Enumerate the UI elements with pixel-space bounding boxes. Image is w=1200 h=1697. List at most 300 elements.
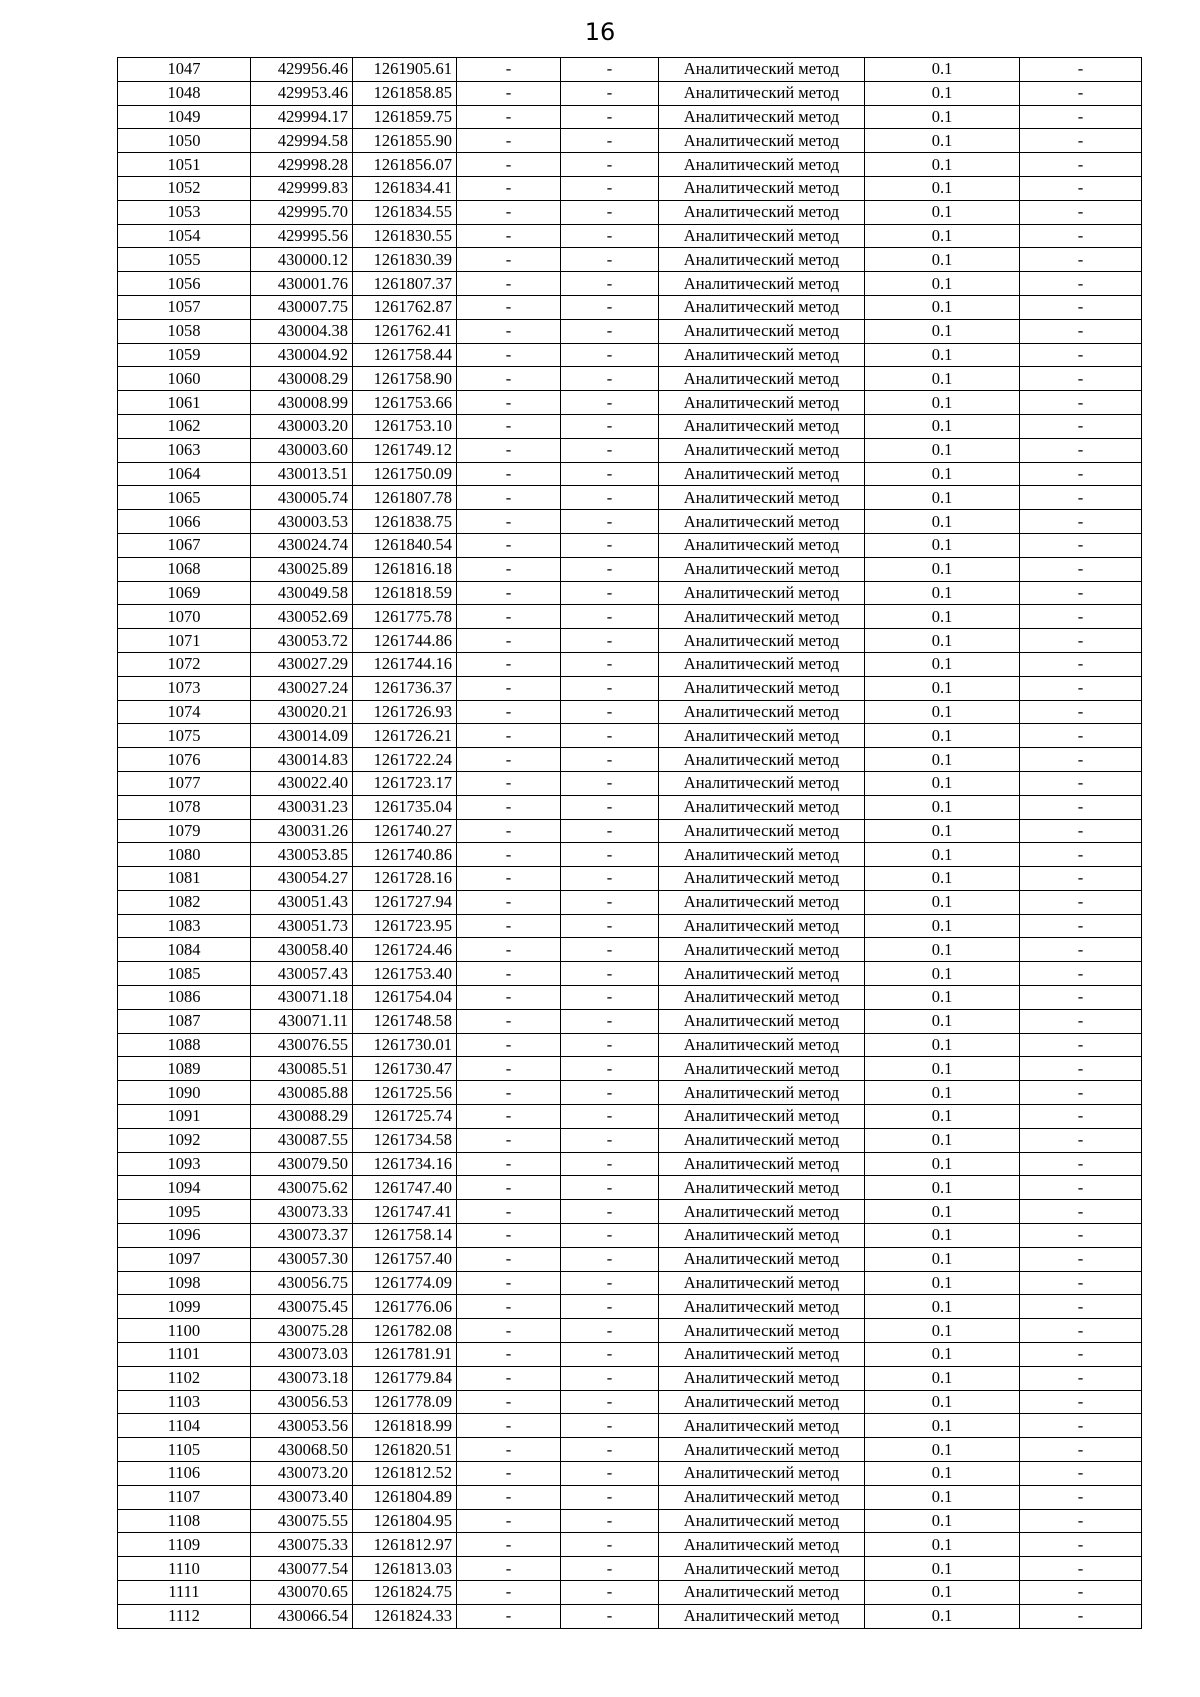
- dash-cell: -: [1020, 1319, 1142, 1343]
- y-coordinate-cell: 1261753.66: [353, 391, 457, 415]
- method-cell: Аналитический метод: [659, 1128, 865, 1152]
- dash-cell: -: [457, 1128, 561, 1152]
- dash-cell: -: [1020, 248, 1142, 272]
- dash-cell: -: [561, 319, 659, 343]
- x-coordinate-cell: 429998.28: [251, 153, 353, 177]
- y-coordinate-cell: 1261723.17: [353, 771, 457, 795]
- precision-cell: 0.1: [865, 1295, 1020, 1319]
- dash-cell: -: [457, 1509, 561, 1533]
- precision-cell: 0.1: [865, 414, 1020, 438]
- dash-cell: -: [561, 129, 659, 153]
- precision-cell: 0.1: [865, 200, 1020, 224]
- method-cell: Аналитический метод: [659, 1295, 865, 1319]
- table-row: [118, 605, 1142, 629]
- dash-cell: -: [561, 748, 659, 772]
- method-cell: Аналитический метод: [659, 462, 865, 486]
- point-number-cell: 1048: [118, 81, 251, 105]
- method-cell: Аналитический метод: [659, 1509, 865, 1533]
- dash-cell: -: [561, 1033, 659, 1057]
- x-coordinate-cell: 430000.12: [251, 248, 353, 272]
- method-cell: Аналитический метод: [659, 1414, 865, 1438]
- precision-cell: 0.1: [865, 510, 1020, 534]
- point-number-cell: 1060: [118, 367, 251, 391]
- y-coordinate-cell: 1261779.84: [353, 1366, 457, 1390]
- y-coordinate-cell: 1261747.41: [353, 1200, 457, 1224]
- y-coordinate-cell: 1261816.18: [353, 557, 457, 581]
- y-coordinate-cell: 1261834.55: [353, 200, 457, 224]
- dash-cell: -: [457, 771, 561, 795]
- x-coordinate-cell: 430075.33: [251, 1533, 353, 1557]
- dash-cell: -: [561, 272, 659, 296]
- method-cell: Аналитический метод: [659, 1081, 865, 1105]
- precision-cell: 0.1: [865, 1152, 1020, 1176]
- x-coordinate-cell: 430007.75: [251, 295, 353, 319]
- table-row: [118, 153, 1142, 177]
- table-row: [118, 176, 1142, 200]
- dash-cell: -: [457, 248, 561, 272]
- method-cell: Аналитический метод: [659, 414, 865, 438]
- dash-cell: -: [561, 1200, 659, 1224]
- method-cell: Аналитический метод: [659, 438, 865, 462]
- dash-cell: -: [457, 391, 561, 415]
- dash-cell: -: [561, 1509, 659, 1533]
- y-coordinate-cell: 1261824.75: [353, 1581, 457, 1605]
- table-row: [118, 1462, 1142, 1486]
- precision-cell: 0.1: [865, 1081, 1020, 1105]
- x-coordinate-cell: 430051.73: [251, 914, 353, 938]
- x-coordinate-cell: 430020.21: [251, 700, 353, 724]
- method-cell: Аналитический метод: [659, 1462, 865, 1486]
- precision-cell: 0.1: [865, 1485, 1020, 1509]
- table-row: [118, 1152, 1142, 1176]
- x-coordinate-cell: 430073.03: [251, 1343, 353, 1367]
- dash-cell: -: [561, 462, 659, 486]
- precision-cell: 0.1: [865, 1033, 1020, 1057]
- dash-cell: -: [457, 295, 561, 319]
- dash-cell: -: [1020, 295, 1142, 319]
- precision-cell: 0.1: [865, 1581, 1020, 1605]
- table-row: [118, 200, 1142, 224]
- x-coordinate-cell: 430027.24: [251, 676, 353, 700]
- dash-cell: -: [561, 200, 659, 224]
- y-coordinate-cell: 1261758.90: [353, 367, 457, 391]
- x-coordinate-cell: 430052.69: [251, 605, 353, 629]
- table-row: [118, 248, 1142, 272]
- y-coordinate-cell: 1261818.99: [353, 1414, 457, 1438]
- y-coordinate-cell: 1261748.58: [353, 1009, 457, 1033]
- point-number-cell: 1058: [118, 319, 251, 343]
- point-number-cell: 1091: [118, 1105, 251, 1129]
- dash-cell: -: [1020, 1224, 1142, 1248]
- method-cell: Аналитический метод: [659, 200, 865, 224]
- method-cell: Аналитический метод: [659, 986, 865, 1010]
- method-cell: Аналитический метод: [659, 843, 865, 867]
- dash-cell: -: [561, 343, 659, 367]
- x-coordinate-cell: 430073.18: [251, 1366, 353, 1390]
- precision-cell: 0.1: [865, 795, 1020, 819]
- dash-cell: -: [457, 914, 561, 938]
- dash-cell: -: [457, 105, 561, 129]
- table-row: [118, 1271, 1142, 1295]
- precision-cell: 0.1: [865, 462, 1020, 486]
- precision-cell: 0.1: [865, 1105, 1020, 1129]
- x-coordinate-cell: 429994.58: [251, 129, 353, 153]
- dash-cell: -: [561, 533, 659, 557]
- precision-cell: 0.1: [865, 867, 1020, 891]
- precision-cell: 0.1: [865, 748, 1020, 772]
- y-coordinate-cell: 1261840.54: [353, 533, 457, 557]
- y-coordinate-cell: 1261740.86: [353, 843, 457, 867]
- x-coordinate-cell: 430070.65: [251, 1581, 353, 1605]
- dash-cell: -: [561, 1581, 659, 1605]
- dash-cell: -: [1020, 1414, 1142, 1438]
- dash-cell: -: [1020, 1176, 1142, 1200]
- dash-cell: -: [1020, 129, 1142, 153]
- dash-cell: -: [457, 605, 561, 629]
- method-cell: Аналитический метод: [659, 153, 865, 177]
- dash-cell: -: [457, 462, 561, 486]
- point-number-cell: 1105: [118, 1438, 251, 1462]
- y-coordinate-cell: 1261722.24: [353, 748, 457, 772]
- point-number-cell: 1106: [118, 1462, 251, 1486]
- y-coordinate-cell: 1261744.16: [353, 652, 457, 676]
- dash-cell: -: [561, 1105, 659, 1129]
- x-coordinate-cell: 430085.88: [251, 1081, 353, 1105]
- x-coordinate-cell: 430004.92: [251, 343, 353, 367]
- dash-cell: -: [457, 319, 561, 343]
- table-row: [118, 1581, 1142, 1605]
- dash-cell: -: [1020, 343, 1142, 367]
- point-number-cell: 1104: [118, 1414, 251, 1438]
- precision-cell: 0.1: [865, 486, 1020, 510]
- y-coordinate-cell: 1261758.14: [353, 1224, 457, 1248]
- dash-cell: -: [561, 81, 659, 105]
- point-number-cell: 1067: [118, 533, 251, 557]
- y-coordinate-cell: 1261726.93: [353, 700, 457, 724]
- table-row: [118, 771, 1142, 795]
- dash-cell: -: [457, 1081, 561, 1105]
- method-cell: Аналитический метод: [659, 1152, 865, 1176]
- table-row: [118, 890, 1142, 914]
- table-row: [118, 1533, 1142, 1557]
- x-coordinate-cell: 430003.60: [251, 438, 353, 462]
- dash-cell: -: [1020, 581, 1142, 605]
- point-number-cell: 1049: [118, 105, 251, 129]
- precision-cell: 0.1: [865, 224, 1020, 248]
- table-row: [118, 81, 1142, 105]
- dash-cell: -: [457, 1152, 561, 1176]
- method-cell: Аналитический метод: [659, 676, 865, 700]
- method-cell: Аналитический метод: [659, 105, 865, 129]
- precision-cell: 0.1: [865, 629, 1020, 653]
- precision-cell: 0.1: [865, 1271, 1020, 1295]
- dash-cell: -: [1020, 986, 1142, 1010]
- method-cell: Аналитический метод: [659, 890, 865, 914]
- dash-cell: -: [457, 510, 561, 534]
- precision-cell: 0.1: [865, 1224, 1020, 1248]
- precision-cell: 0.1: [865, 986, 1020, 1010]
- table-row: [118, 581, 1142, 605]
- dash-cell: -: [561, 224, 659, 248]
- dash-cell: -: [1020, 1200, 1142, 1224]
- dash-cell: -: [561, 176, 659, 200]
- point-number-cell: 1108: [118, 1509, 251, 1533]
- dash-cell: -: [457, 1247, 561, 1271]
- dash-cell: -: [457, 1604, 561, 1628]
- dash-cell: -: [561, 819, 659, 843]
- y-coordinate-cell: 1261812.97: [353, 1533, 457, 1557]
- table-row: [118, 748, 1142, 772]
- dash-cell: -: [1020, 1604, 1142, 1628]
- y-coordinate-cell: 1261727.94: [353, 890, 457, 914]
- method-cell: Аналитический метод: [659, 914, 865, 938]
- dash-cell: -: [1020, 224, 1142, 248]
- point-number-cell: 1076: [118, 748, 251, 772]
- x-coordinate-cell: 429953.46: [251, 81, 353, 105]
- point-number-cell: 1087: [118, 1009, 251, 1033]
- precision-cell: 0.1: [865, 1128, 1020, 1152]
- dash-cell: -: [1020, 1390, 1142, 1414]
- point-number-cell: 1094: [118, 1176, 251, 1200]
- dash-cell: -: [561, 295, 659, 319]
- y-coordinate-cell: 1261807.37: [353, 272, 457, 296]
- method-cell: Аналитический метод: [659, 176, 865, 200]
- y-coordinate-cell: 1261754.04: [353, 986, 457, 1010]
- y-coordinate-cell: 1261813.03: [353, 1557, 457, 1581]
- point-number-cell: 1068: [118, 557, 251, 581]
- method-cell: Аналитический метод: [659, 295, 865, 319]
- dash-cell: -: [1020, 819, 1142, 843]
- dash-cell: -: [561, 724, 659, 748]
- table-row: [118, 700, 1142, 724]
- precision-cell: 0.1: [865, 295, 1020, 319]
- table-row: [118, 533, 1142, 557]
- x-coordinate-cell: 430085.51: [251, 1057, 353, 1081]
- y-coordinate-cell: 1261818.59: [353, 581, 457, 605]
- dash-cell: -: [1020, 1057, 1142, 1081]
- y-coordinate-cell: 1261757.40: [353, 1247, 457, 1271]
- table-row: [118, 1438, 1142, 1462]
- y-coordinate-cell: 1261728.16: [353, 867, 457, 891]
- precision-cell: 0.1: [865, 343, 1020, 367]
- dash-cell: -: [457, 367, 561, 391]
- precision-cell: 0.1: [865, 58, 1020, 82]
- table-row: [118, 557, 1142, 581]
- dash-cell: -: [457, 629, 561, 653]
- precision-cell: 0.1: [865, 819, 1020, 843]
- precision-cell: 0.1: [865, 129, 1020, 153]
- dash-cell: -: [457, 414, 561, 438]
- dash-cell: -: [457, 343, 561, 367]
- x-coordinate-cell: 430073.37: [251, 1224, 353, 1248]
- table-row: [118, 367, 1142, 391]
- y-coordinate-cell: 1261753.10: [353, 414, 457, 438]
- dash-cell: -: [1020, 105, 1142, 129]
- point-number-cell: 1086: [118, 986, 251, 1010]
- precision-cell: 0.1: [865, 1438, 1020, 1462]
- dash-cell: -: [561, 1366, 659, 1390]
- x-coordinate-cell: 429994.17: [251, 105, 353, 129]
- x-coordinate-cell: 430031.23: [251, 795, 353, 819]
- table-row: [118, 629, 1142, 653]
- dash-cell: -: [561, 1604, 659, 1628]
- y-coordinate-cell: 1261781.91: [353, 1343, 457, 1367]
- point-number-cell: 1111: [118, 1581, 251, 1605]
- precision-cell: 0.1: [865, 1319, 1020, 1343]
- point-number-cell: 1078: [118, 795, 251, 819]
- dash-cell: -: [1020, 676, 1142, 700]
- y-coordinate-cell: 1261774.09: [353, 1271, 457, 1295]
- dash-cell: -: [1020, 1557, 1142, 1581]
- y-coordinate-cell: 1261804.89: [353, 1485, 457, 1509]
- dash-cell: -: [457, 1295, 561, 1319]
- precision-cell: 0.1: [865, 1604, 1020, 1628]
- dash-cell: -: [561, 1247, 659, 1271]
- dash-cell: -: [457, 748, 561, 772]
- point-number-cell: 1052: [118, 176, 251, 200]
- dash-cell: -: [561, 1057, 659, 1081]
- method-cell: Аналитический метод: [659, 557, 865, 581]
- dash-cell: -: [561, 1462, 659, 1486]
- x-coordinate-cell: 430071.11: [251, 1009, 353, 1033]
- y-coordinate-cell: 1261775.78: [353, 605, 457, 629]
- dash-cell: -: [561, 1271, 659, 1295]
- method-cell: Аналитический метод: [659, 700, 865, 724]
- dash-cell: -: [457, 533, 561, 557]
- table-row: [118, 1105, 1142, 1129]
- method-cell: Аналитический метод: [659, 533, 865, 557]
- point-number-cell: 1077: [118, 771, 251, 795]
- method-cell: Аналитический метод: [659, 1390, 865, 1414]
- table-row: [118, 1604, 1142, 1628]
- dash-cell: -: [561, 486, 659, 510]
- precision-cell: 0.1: [865, 605, 1020, 629]
- x-coordinate-cell: 430049.58: [251, 581, 353, 605]
- point-number-cell: 1061: [118, 391, 251, 415]
- dash-cell: -: [457, 1200, 561, 1224]
- x-coordinate-cell: 430056.53: [251, 1390, 353, 1414]
- dash-cell: -: [457, 1343, 561, 1367]
- y-coordinate-cell: 1261905.61: [353, 58, 457, 82]
- dash-cell: -: [1020, 486, 1142, 510]
- y-coordinate-cell: 1261724.46: [353, 938, 457, 962]
- dash-cell: -: [561, 605, 659, 629]
- point-number-cell: 1063: [118, 438, 251, 462]
- table-row: [118, 129, 1142, 153]
- dash-cell: -: [457, 1224, 561, 1248]
- page-number: 16: [584, 18, 616, 46]
- point-number-cell: 1099: [118, 1295, 251, 1319]
- table-row: [118, 1485, 1142, 1509]
- table-row: [118, 343, 1142, 367]
- y-coordinate-cell: 1261804.95: [353, 1509, 457, 1533]
- dash-cell: -: [457, 557, 561, 581]
- point-number-cell: 1059: [118, 343, 251, 367]
- x-coordinate-cell: 430001.76: [251, 272, 353, 296]
- y-coordinate-cell: 1261855.90: [353, 129, 457, 153]
- dash-cell: -: [561, 890, 659, 914]
- point-number-cell: 1089: [118, 1057, 251, 1081]
- x-coordinate-cell: 429995.56: [251, 224, 353, 248]
- dash-cell: -: [457, 700, 561, 724]
- method-cell: Аналитический метод: [659, 652, 865, 676]
- dash-cell: -: [1020, 771, 1142, 795]
- method-cell: Аналитический метод: [659, 1271, 865, 1295]
- point-number-cell: 1050: [118, 129, 251, 153]
- y-coordinate-cell: 1261747.40: [353, 1176, 457, 1200]
- y-coordinate-cell: 1261858.85: [353, 81, 457, 105]
- x-coordinate-cell: 430024.74: [251, 533, 353, 557]
- precision-cell: 0.1: [865, 1533, 1020, 1557]
- dash-cell: -: [561, 914, 659, 938]
- dash-cell: -: [457, 153, 561, 177]
- method-cell: Аналитический метод: [659, 1343, 865, 1367]
- dash-cell: -: [561, 652, 659, 676]
- table-row: [118, 652, 1142, 676]
- precision-cell: 0.1: [865, 652, 1020, 676]
- dash-cell: -: [1020, 1128, 1142, 1152]
- dash-cell: -: [561, 962, 659, 986]
- point-number-cell: 1070: [118, 605, 251, 629]
- dash-cell: -: [561, 1390, 659, 1414]
- x-coordinate-cell: 430053.85: [251, 843, 353, 867]
- point-number-cell: 1071: [118, 629, 251, 653]
- precision-cell: 0.1: [865, 81, 1020, 105]
- table-row: [118, 510, 1142, 534]
- dash-cell: -: [457, 1176, 561, 1200]
- y-coordinate-cell: 1261730.01: [353, 1033, 457, 1057]
- precision-cell: 0.1: [865, 272, 1020, 296]
- dash-cell: -: [1020, 1152, 1142, 1176]
- precision-cell: 0.1: [865, 391, 1020, 415]
- y-coordinate-cell: 1261856.07: [353, 153, 457, 177]
- y-coordinate-cell: 1261830.55: [353, 224, 457, 248]
- dash-cell: -: [1020, 1033, 1142, 1057]
- method-cell: Аналитический метод: [659, 1200, 865, 1224]
- x-coordinate-cell: 430025.89: [251, 557, 353, 581]
- x-coordinate-cell: 430003.53: [251, 510, 353, 534]
- dash-cell: -: [457, 272, 561, 296]
- y-coordinate-cell: 1261830.39: [353, 248, 457, 272]
- dash-cell: -: [457, 795, 561, 819]
- point-number-cell: 1092: [118, 1128, 251, 1152]
- table-row: [118, 867, 1142, 891]
- dash-cell: -: [561, 700, 659, 724]
- x-coordinate-cell: 430057.30: [251, 1247, 353, 1271]
- table-row: [118, 1224, 1142, 1248]
- dash-cell: -: [1020, 58, 1142, 82]
- method-cell: Аналитический метод: [659, 129, 865, 153]
- dash-cell: -: [457, 724, 561, 748]
- x-coordinate-cell: 430066.54: [251, 1604, 353, 1628]
- dash-cell: -: [457, 819, 561, 843]
- point-number-cell: 1055: [118, 248, 251, 272]
- point-number-cell: 1110: [118, 1557, 251, 1581]
- point-number-cell: 1088: [118, 1033, 251, 1057]
- dash-cell: -: [1020, 557, 1142, 581]
- x-coordinate-cell: 430054.27: [251, 867, 353, 891]
- point-number-cell: 1093: [118, 1152, 251, 1176]
- y-coordinate-cell: 1261782.08: [353, 1319, 457, 1343]
- method-cell: Аналитический метод: [659, 81, 865, 105]
- method-cell: Аналитический метод: [659, 1533, 865, 1557]
- dash-cell: -: [457, 1390, 561, 1414]
- precision-cell: 0.1: [865, 1390, 1020, 1414]
- dash-cell: -: [561, 1128, 659, 1152]
- y-coordinate-cell: 1261740.27: [353, 819, 457, 843]
- y-coordinate-cell: 1261820.51: [353, 1438, 457, 1462]
- dash-cell: -: [561, 557, 659, 581]
